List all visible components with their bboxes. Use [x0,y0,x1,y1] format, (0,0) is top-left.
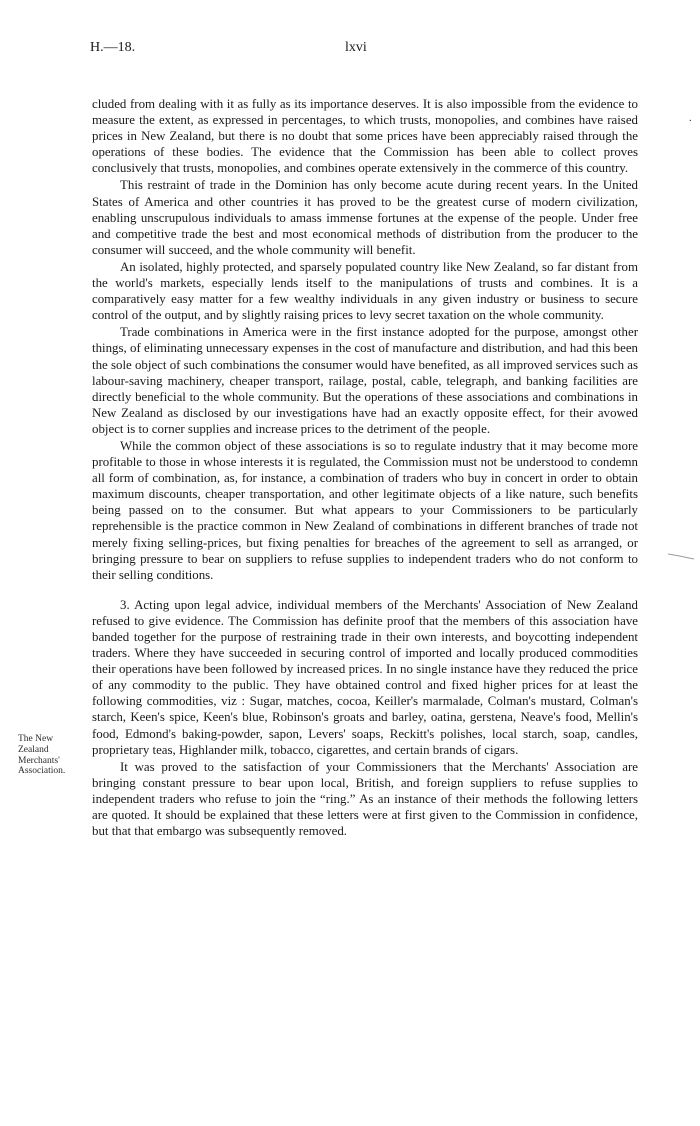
report-body [92,96,638,840]
margin-note-line: The New [18,734,54,744]
paragraph-common-object: While the common object of these associations is so to regulate industry that it may become more profitable to those in whose interests it is regulated, the Commission must not be understood to condemn all form of combination, as, for instance, a combination of traders who buy in concert in order to obtain maximum discounts, cheaper transportation, and other legitimate objects of a like nature, such benefits being passed on to the consumer. But what appears to your Commissioners to be particularly reprehensible is the practice common in New Zealand of combinations in different branches of trade not merely fixing selling-prices, but fixing penalties for breaches of the agreement to sell as arranged, or bringing pressure to bear on suppliers to refuse supplies to independent traders who do not conform to their selling conditions. [92,438,638,582]
paragraph-pressure-on-suppliers: It was proved to the satisfaction of your Commissioners that the Merchants' Association are bringing constant pressure to bear upon local, British, and foreign suppliers to refuse supplies to independent traders who refuse to join the “ring.” As an instance of their methods the following letters are quoted. It should be explained that these letters were at first given to the Commission in confidence, but that that embargo was subsequently removed. [92,759,638,839]
margin-note [18,734,80,777]
paragraph-section-3: 3. Acting upon legal advice, individual members of the Merchants' Association of New Zealand refused to give evidence. The Commission has definite proof that the members of this association have banded together for the purpose of restraining trade in their own interests, and boycotting independent traders. Where they have succeeded in securing control of imported and locally produced commodities their operations have been followed by increased prices. In no single instance have they reduced the price of any commodity to the public. They have obtained control and fixed higher prices for at least the following commodities, viz : Sugar, matches, cocoa, Keiller's marmalade, Colman's mustard, Colman's starch, Keen's spice, Keen's blue, Robinson's groats and barley, oatina, gerstena, Neave's food, Mellin's food, Edmond's baking-powder, sapon, Levers' soaps, Reckitt's polishes, local starch, soap, candles, proprietary teas, Highlander milk, tobacco, cigarettes, and certain brands of cigars. [92,597,638,757]
paragraph-isolated-country: An isolated, highly protected, and sparsely populated country like New Zealand, so far distant from the world's markets, especially lends itself to the manipulations of trusts and combines. It is a comparatively easy matter for a few wealthy individuals in any given industry or business to secure control of the output, and by slightly raising prices to levy secret taxation on the whole community. [92,259,638,323]
page-header [90,40,638,60]
paragraph-restraint-of-trade: This restraint of trade in the Dominion has only become acute during recent years. In the United States of America and other countries it has proved to be the greatest curse of modern civilization, enabling unscrupulous individuals to amass immense fortunes at the expense of the people. Under free and competitive trade the best and most economical methods of distribution from the producer to the consumer will succeed, and the whole community will benefit. [92,178,638,257]
margin-note-line: Merchants' [18,755,60,766]
document-reference: H.—18. [90,40,136,55]
scan-edge-dot: · [688,116,692,127]
page-number: lxvi [345,40,367,55]
paragraph-trade-combinations: Trade combinations in America were in the first instance adopted for the purpose, amongst other things, of eliminating unnecessary expenses in the cost of manufacture and distribution, and had this been the sole object of such combinations the consumer would have benefited, as all improved services such as labour-saving machinery, cheaper transport, railage, postal, cable, telegraph, and banking facilities are directly beneficial to the whole community. But the operations of these associations and combinations in New Zealand as disclosed by our investigations have had an exactly opposite effect, for their avowed object is to corner supplies and increase prices to the detriment of the people. [92,325,638,436]
margin-note-line: Zealand [18,744,49,755]
paragraph-continuation: cluded from dealing with it as fully as its importance deserves. It is also impossible from the evidence to measure the extent, as expressed in percentages, to which trusts, monopolies, and combines have raised prices in New Zealand, but there is no doubt that some prices have been appreciably raised through the operations of these bodies. The evidence that the Commission has been able to collect proves conclusively that trusts, monopolies, and combines operate extensively in the commerce of this country. [92,97,638,176]
scan-edge-mark [668,552,694,560]
margin-note-line: Association. [18,766,66,777]
